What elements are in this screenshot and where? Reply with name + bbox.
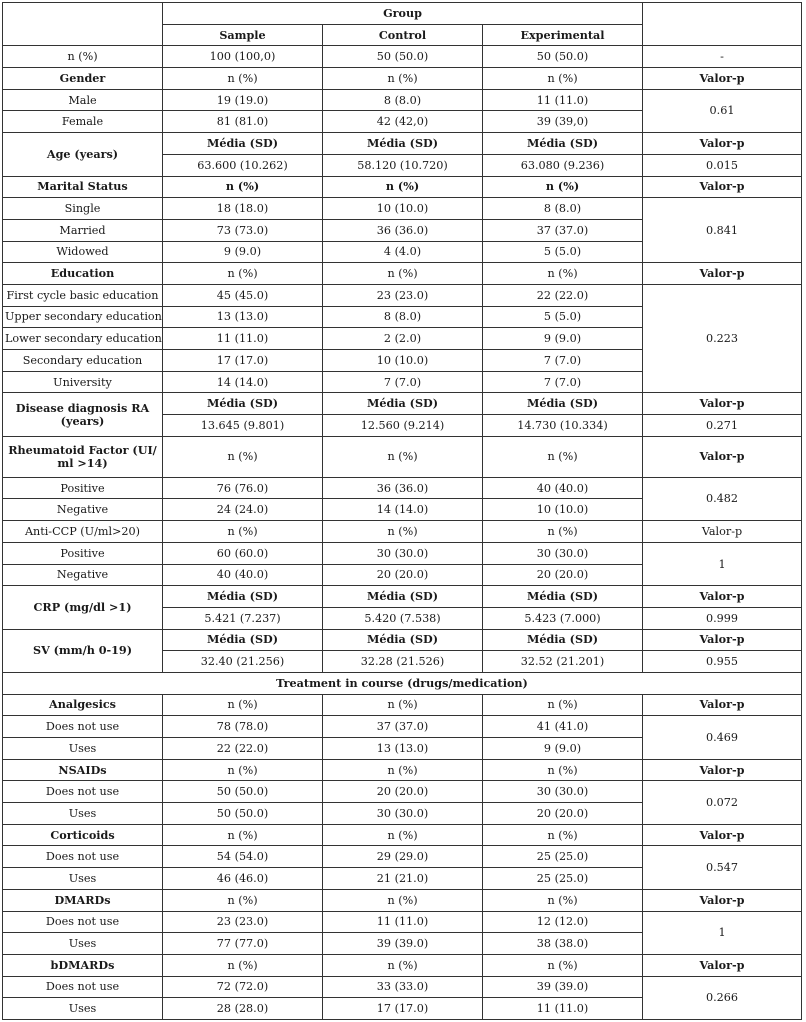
table-row	[3, 889, 802, 911]
row-label: Lower secondary education	[3, 328, 163, 350]
col-label: n (%)	[323, 694, 483, 716]
table-row	[3, 263, 802, 285]
cell: 14 (14.0)	[323, 499, 483, 521]
table-row	[3, 89, 802, 111]
table-row	[3, 436, 802, 477]
cell: 100 (100,0)	[163, 46, 323, 68]
cell: 28 (28.0)	[163, 998, 323, 1020]
section-label: Rheumatoid Factor (UI/ ml >14)	[3, 436, 163, 477]
section-label: DMARDs	[3, 889, 163, 911]
cell: 38 (38.0)	[483, 933, 643, 955]
section-label: NSAIDs	[3, 759, 163, 781]
cell: 50 (50.0)	[163, 803, 323, 825]
cell: 32.40 (21.256)	[163, 651, 323, 673]
table-row	[3, 976, 802, 998]
col-label: n (%)	[483, 521, 643, 543]
p-label: Valor-p	[643, 436, 802, 477]
cell: 58.120 (10.720)	[323, 154, 483, 176]
col-label: n (%)	[163, 436, 323, 477]
row-label: Does not use	[3, 976, 163, 998]
p-label: Valor-p	[643, 889, 802, 911]
cell: 29 (29.0)	[323, 846, 483, 868]
row-label: Single	[3, 198, 163, 220]
cell: 50 (50.0)	[483, 46, 643, 68]
cell: 19 (19.0)	[163, 89, 323, 111]
col-label: Média (SD)	[323, 133, 483, 155]
table-row	[3, 133, 802, 155]
cell: 7 (7.0)	[483, 371, 643, 393]
col-label: n (%)	[163, 68, 323, 90]
table-row	[3, 716, 802, 738]
cell: 22 (22.0)	[483, 284, 643, 306]
cell: 78 (78.0)	[163, 716, 323, 738]
cell: 7 (7.0)	[323, 371, 483, 393]
row-label: n (%)	[3, 46, 163, 68]
p-label: Valor-p	[643, 68, 802, 90]
table-row	[3, 68, 802, 90]
cell: 10 (10.0)	[483, 499, 643, 521]
row-label: Does not use	[3, 716, 163, 738]
col-label: n (%)	[483, 263, 643, 285]
cell: 17 (17.0)	[163, 350, 323, 372]
section-label: Age (years)	[3, 133, 163, 176]
cell: 12.560 (9.214)	[323, 415, 483, 437]
cell: 40 (40.0)	[163, 564, 323, 586]
col-label: n (%)	[483, 759, 643, 781]
col-label: Média (SD)	[323, 586, 483, 608]
cell: 23 (23.0)	[323, 284, 483, 306]
p-value: 0.072	[643, 781, 802, 824]
col-label: n (%)	[483, 176, 643, 198]
p-value: 0.999	[643, 607, 802, 629]
section-label: Education	[3, 263, 163, 285]
p-value: 0.015	[643, 154, 802, 176]
section-label: Anti-CCP (U/ml>20)	[3, 521, 163, 543]
section-label: Marital Status	[3, 176, 163, 198]
cell: 63.080 (9.236)	[483, 154, 643, 176]
col-label: Média (SD)	[163, 586, 323, 608]
row-label: Negative	[3, 499, 163, 521]
p-label: Valor-p	[643, 521, 802, 543]
cell: 36 (36.0)	[323, 219, 483, 241]
p-value: 0.61	[643, 89, 802, 132]
p-label: Valor-p	[643, 586, 802, 608]
cell: 20 (20.0)	[323, 781, 483, 803]
p-value: -	[643, 46, 802, 68]
cell: 13 (13.0)	[323, 738, 483, 760]
cell: 20 (20.0)	[483, 564, 643, 586]
p-value: 0.266	[643, 976, 802, 1019]
cell: 30 (30.0)	[483, 542, 643, 564]
cell: 22 (22.0)	[163, 738, 323, 760]
cell: 9 (9.0)	[163, 241, 323, 263]
col-label: n (%)	[163, 521, 323, 543]
cell: 5.423 (7.000)	[483, 607, 643, 629]
section-label: Gender	[3, 68, 163, 90]
table-row	[3, 694, 802, 716]
col-label: n (%)	[483, 889, 643, 911]
cell: 21 (21.0)	[323, 868, 483, 890]
cell: 24 (24.0)	[163, 499, 323, 521]
p-value: 0.223	[643, 284, 802, 392]
cell: 5.420 (7.538)	[323, 607, 483, 629]
col-label: n (%)	[323, 759, 483, 781]
p-value: 0.271	[643, 415, 802, 437]
col-label: Média (SD)	[483, 393, 643, 415]
section-label: CRP (mg/dl >1)	[3, 586, 163, 629]
cell: 17 (17.0)	[323, 998, 483, 1020]
table-row	[3, 954, 802, 976]
cell: 39 (39.0)	[323, 933, 483, 955]
cell: 23 (23.0)	[163, 911, 323, 933]
cell: 18 (18.0)	[163, 198, 323, 220]
row-label: Does not use	[3, 781, 163, 803]
row-label: Negative	[3, 564, 163, 586]
col-label: n (%)	[163, 694, 323, 716]
col-label: n (%)	[163, 954, 323, 976]
col-label: n (%)	[483, 436, 643, 477]
cell: 72 (72.0)	[163, 976, 323, 998]
cell: 2 (2.0)	[323, 328, 483, 350]
cell: 63.600 (10.262)	[163, 154, 323, 176]
col-label: n (%)	[323, 68, 483, 90]
table-row	[3, 672, 802, 694]
cell: 37 (37.0)	[483, 219, 643, 241]
col-label: Média (SD)	[323, 629, 483, 651]
cell: 11 (11.0)	[483, 89, 643, 111]
row-label: Secondary education	[3, 350, 163, 372]
cell: 77 (77.0)	[163, 933, 323, 955]
p-value: 0.482	[643, 477, 802, 520]
table-row	[3, 911, 802, 933]
table-row	[3, 198, 802, 220]
table-row	[3, 46, 802, 68]
col-label: n (%)	[323, 521, 483, 543]
col-label: Média (SD)	[483, 586, 643, 608]
p-value: 0.841	[643, 198, 802, 263]
sample-header: Sample	[163, 24, 323, 46]
cell: 81 (81.0)	[163, 111, 323, 133]
col-label: n (%)	[163, 824, 323, 846]
section-label: Analgesics	[3, 694, 163, 716]
cell: 13 (13.0)	[163, 306, 323, 328]
cell: 30 (30.0)	[323, 803, 483, 825]
experimental-header: Experimental	[483, 24, 643, 46]
cell: 20 (20.0)	[483, 803, 643, 825]
blank-header-cell	[643, 3, 802, 46]
row-label: University	[3, 371, 163, 393]
cell: 30 (30.0)	[483, 781, 643, 803]
cell: 54 (54.0)	[163, 846, 323, 868]
cell: 39 (39.0)	[483, 976, 643, 998]
cell: 10 (10.0)	[323, 350, 483, 372]
cell: 25 (25.0)	[483, 868, 643, 890]
table-row	[3, 542, 802, 564]
table-row	[3, 629, 802, 651]
cell: 41 (41.0)	[483, 716, 643, 738]
col-label: Média (SD)	[323, 393, 483, 415]
table-row	[3, 176, 802, 198]
section-label: Corticoids	[3, 824, 163, 846]
table-row	[3, 521, 802, 543]
col-label: n (%)	[163, 176, 323, 198]
cell: 8 (8.0)	[323, 306, 483, 328]
col-label: n (%)	[323, 176, 483, 198]
row-label: Uses	[3, 933, 163, 955]
p-value: 1	[643, 542, 802, 585]
cell: 73 (73.0)	[163, 219, 323, 241]
p-value: 1	[643, 911, 802, 954]
cell: 9 (9.0)	[483, 738, 643, 760]
p-label: Valor-p	[643, 393, 802, 415]
cell: 45 (45.0)	[163, 284, 323, 306]
data-table	[2, 2, 802, 1020]
table-row	[3, 477, 802, 499]
col-label: n (%)	[163, 759, 323, 781]
section-label: Disease diagnosis RA (years)	[3, 393, 163, 436]
p-label: Valor-p	[643, 176, 802, 198]
blank-header-cell	[3, 3, 163, 46]
row-label: Widowed	[3, 241, 163, 263]
p-label: Valor-p	[643, 133, 802, 155]
cell: 11 (11.0)	[483, 998, 643, 1020]
row-label: Upper secondary education	[3, 306, 163, 328]
p-value: 0.955	[643, 651, 802, 673]
row-label: Female	[3, 111, 163, 133]
cell: 46 (46.0)	[163, 868, 323, 890]
table-row	[3, 284, 802, 306]
p-label: Valor-p	[643, 694, 802, 716]
col-label: Média (SD)	[483, 133, 643, 155]
p-value: 0.469	[643, 716, 802, 759]
col-label: n (%)	[483, 824, 643, 846]
row-label: Uses	[3, 998, 163, 1020]
cell: 4 (4.0)	[323, 241, 483, 263]
row-label: Uses	[3, 738, 163, 760]
row-label: Male	[3, 89, 163, 111]
p-label: Valor-p	[643, 759, 802, 781]
cell: 10 (10.0)	[323, 198, 483, 220]
row-label: Married	[3, 219, 163, 241]
section-label: SV (mm/h 0-19)	[3, 629, 163, 672]
table-row	[3, 759, 802, 781]
p-value: 0.547	[643, 846, 802, 889]
cell: 7 (7.0)	[483, 350, 643, 372]
cell: 32.28 (21.526)	[323, 651, 483, 673]
cell: 25 (25.0)	[483, 846, 643, 868]
cell: 11 (11.0)	[323, 911, 483, 933]
col-label: n (%)	[323, 954, 483, 976]
p-label: Valor-p	[643, 629, 802, 651]
table-row	[3, 781, 802, 803]
row-label: Positive	[3, 477, 163, 499]
cell: 5 (5.0)	[483, 306, 643, 328]
col-label: Média (SD)	[163, 133, 323, 155]
p-label: Valor-p	[643, 263, 802, 285]
cell: 12 (12.0)	[483, 911, 643, 933]
cell: 42 (42,0)	[323, 111, 483, 133]
cell: 50 (50.0)	[163, 781, 323, 803]
cell: 8 (8.0)	[323, 89, 483, 111]
cell: 50 (50.0)	[323, 46, 483, 68]
table-row	[3, 586, 802, 608]
cell: 33 (33.0)	[323, 976, 483, 998]
cell: 9 (9.0)	[483, 328, 643, 350]
col-label: n (%)	[163, 889, 323, 911]
cell: 11 (11.0)	[163, 328, 323, 350]
p-label: Valor-p	[643, 824, 802, 846]
cell: 5.421 (7.237)	[163, 607, 323, 629]
col-label: Média (SD)	[163, 393, 323, 415]
col-label: n (%)	[163, 263, 323, 285]
control-header: Control	[323, 24, 483, 46]
table-row	[3, 824, 802, 846]
cell: 5 (5.0)	[483, 241, 643, 263]
p-label: Valor-p	[643, 954, 802, 976]
cell: 32.52 (21.201)	[483, 651, 643, 673]
col-label: n (%)	[483, 954, 643, 976]
col-label: Média (SD)	[163, 629, 323, 651]
cell: 14 (14.0)	[163, 371, 323, 393]
cell: 40 (40.0)	[483, 477, 643, 499]
col-label: n (%)	[483, 694, 643, 716]
section-label: bDMARDs	[3, 954, 163, 976]
row-label: First cycle basic education	[3, 284, 163, 306]
cell: 13.645 (9.801)	[163, 415, 323, 437]
row-label: Does not use	[3, 846, 163, 868]
cell: 36 (36.0)	[323, 477, 483, 499]
table-row	[3, 846, 802, 868]
col-label: n (%)	[323, 889, 483, 911]
cell: 60 (60.0)	[163, 542, 323, 564]
cell: 20 (20.0)	[323, 564, 483, 586]
table-row	[3, 393, 802, 415]
row-label: Does not use	[3, 911, 163, 933]
row-label: Uses	[3, 868, 163, 890]
cell: 30 (30.0)	[323, 542, 483, 564]
row-label: Uses	[3, 803, 163, 825]
col-label: n (%)	[323, 263, 483, 285]
group-header: Group	[163, 3, 643, 25]
cell: 39 (39,0)	[483, 111, 643, 133]
col-label: n (%)	[483, 68, 643, 90]
row-label: Positive	[3, 542, 163, 564]
cell: 14.730 (10.334)	[483, 415, 643, 437]
col-label: n (%)	[323, 824, 483, 846]
cell: 8 (8.0)	[483, 198, 643, 220]
col-label: n (%)	[323, 436, 483, 477]
cell: 37 (37.0)	[323, 716, 483, 738]
cell: 76 (76.0)	[163, 477, 323, 499]
col-label: Média (SD)	[483, 629, 643, 651]
treatment-title: Treatment in course (drugs/medication)	[3, 672, 802, 694]
